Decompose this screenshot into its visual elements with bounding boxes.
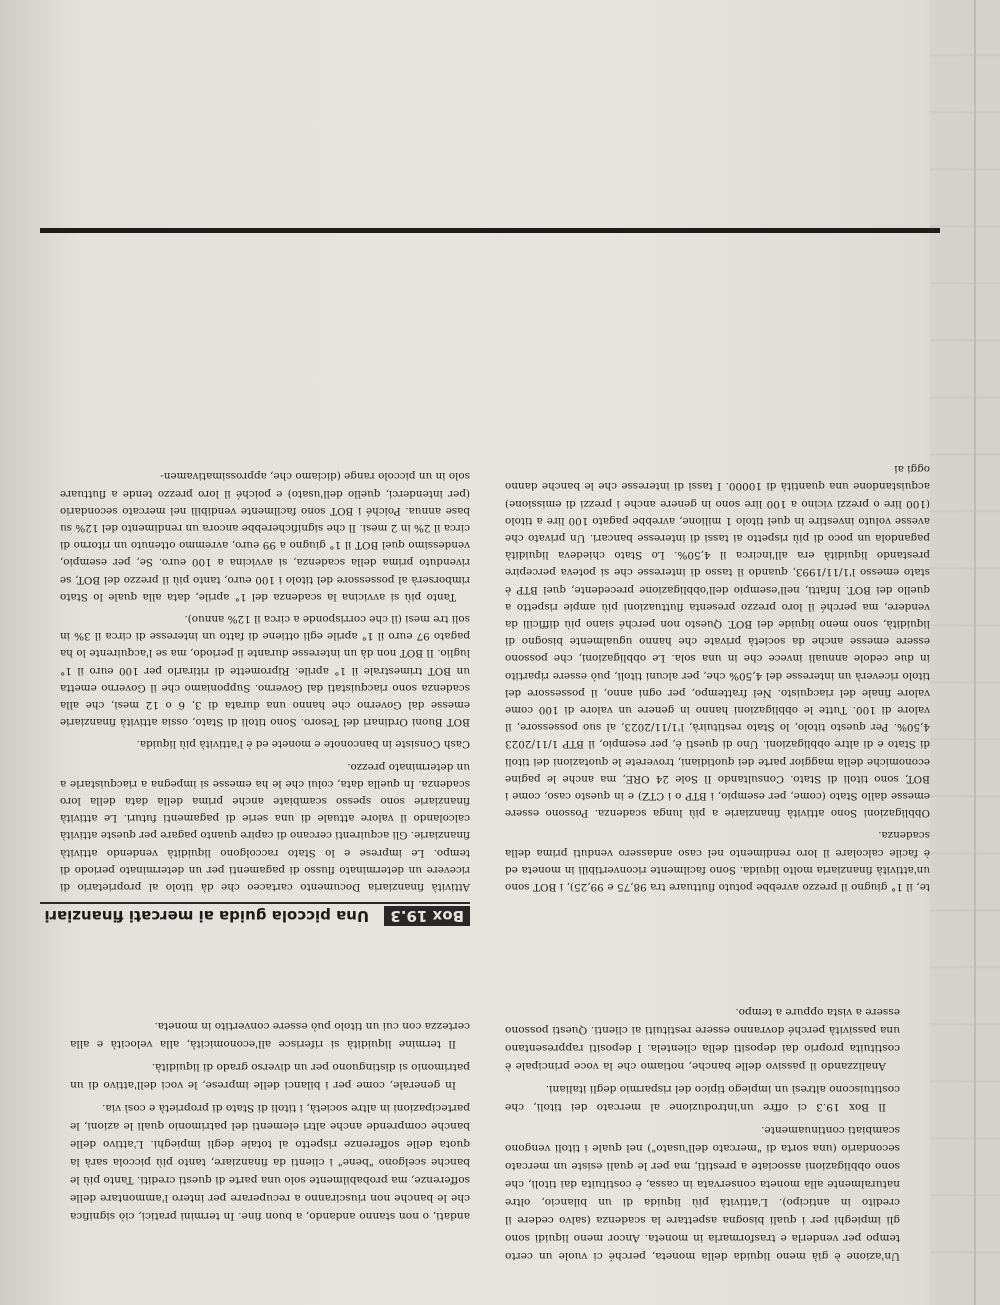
box-paragraph: Attività finanziaria Documento cartaceo che dà titolo al proprietario di ricevere un determinato flusso di pagamenti per un determinato periodo di tempo. Le imprese e lo Stato raccolgono liquidità vendendo attività finanziarie. Gli acquirenti cercano di capire quanto pagare per queste attività calcolando il valore attuale di una serie di pagamenti futuri. Le attività finanziarie sono spesso scambiate anche prima della data della loro scadenza. In quella data, colui che le ha emesse si impegna a riacquistarle a un determinato prezzo. <box>59 760 470 893</box>
top-right-column <box>70 1012 470 1225</box>
box-left-column <box>505 455 930 895</box>
paragraph: Il Box 19.3 ci offre un'introduzione al mercato dei titoli, che costituiscono altresì un impiego tipico del risparmio degli italiani. <box>505 1083 900 1113</box>
box-right-column <box>60 462 470 895</box>
page-edge-shadow <box>930 0 1000 1305</box>
paragraph: Analizzando il passivo delle banche, notiamo che la voce principale è costituita proprio dai depositi della clientela. I depositi rappresentano una passività perché dovranno essere restituiti ai clienti. Questi possono essere a vista oppure a tempo. <box>505 1006 900 1072</box>
box-number: Box 19.3 <box>384 906 470 926</box>
box-bottom-rule <box>40 228 940 233</box>
box-paragraph: Obbligazioni Sono attività finanziarie a più lunga scadenza. Possono essere emesse dallo Stato (come, per esempio, i BTP o i CTZ) e in questo caso, come i BOT, sono titoli di Stato. Consultando Il Sole 24 ORE, ma anche le pagine economiche della maggior parte dei quotidiani, troverete le quotazioni dei titoli di Stato e di altre obbligazioni. Uno di questi è, per esempio, il BTP 1/11/2023 4,50%. Per questo titolo, lo Stato restituirà, l'1/11/2023, al suo possessore, il valore di 100. Tutte le obbligazioni hanno in genere un valore di 100 come valore finale del riacquisto. Nel frattempo, per ogni anno, il possessore del titolo riceverà un interesse del 4,50% che, per alcuni titoli, può essere ripartito in due cedole annuali invece che in una sola. Le obbligazioni, che possono essere emesse anche da società private che hanno ugualmente bisogno di liquidità, sono meno liquide dei BOT. Questo non perché siano più difficili da vendere, ma perché il loro prezzo presenta fluttuazioni più ampie rispetto a quello dei BOT. Infatti, nell'esempio dell'obbligazione precedente, quel BTP è stato emesso l'1/11/1993, quando il tasso di interesse che si poteva percepire prestando liquidità era all'incirca il 4,50%. Lo Stato chiedeva liquidità pagandola un poco di più rispetto ai tassi di interesse bancari. Un privato che avesse voluto investire in quel titolo 1 milione, avrebbe pagato 100 lire a titolo (100 lire o prezzi vicino a 100 lire sono in genere anche i prezzi di emissione) acquistandone una quantità di 10000. I tassi di interesse che le banche danno oggi ai <box>505 463 930 820</box>
box-paragraph: Tanto più si avvicina la scadenza del 1° aprile, data alla quale lo Stato rimborserà al possessore del titolo i 100 euro, tanto più il prezzo del BOT, se rivenduto prima della scadenza, si avvicina a 100 euro. Se, per esempio, vendessimo quel BOT il 1° giugno a 99 euro, avremmo ottenuto un ritorno di circa il 2% in 2 mesi. Il che significherebbe ancora un rendimento del 12% su base annua. Poiché i BOT sono facilmente vendibili nel mercato secondario (per intenderci, quello dell'usato) e poiché il loro prezzo tende a fluttuare solo in un piccolo range (diciamo che, approssimativamen- <box>60 470 470 603</box>
paragraph: andati, o non stanno andando, a buon fine. In termini pratici, ciò significa che le banche non riusciranno a recuperare per intero l'ammontare delle sofferenze, ma probabilmente solo una parte di questi crediti. Tanto più le banche scelgono "bene" i clienti da finanziare, tanto più piccola sarà la quota delle sofferenze rispetto al totale degli impieghi. L'attivo delle banche comprende anche altri elementi del patrimonio quali le azioni, le partecipazioni in altre società, i titoli di Stato di proprietà e così via. <box>70 1102 470 1222</box>
box-paragraph: Cash Consiste in banconote e monete ed è l'attività più liquida. <box>136 738 470 751</box>
paragraph: In generale, come per i bilanci delle imprese, le voci dell'attivo di un patrimonio si distinguono per un diverso grado di liquidità. <box>70 1061 470 1091</box>
top-left-column <box>505 998 900 1265</box>
box-heading <box>40 902 470 925</box>
binding-line <box>974 0 976 1305</box>
box-title: Una piccola guida ai mercati finanziari <box>44 907 370 925</box>
paragraph: Un'azione è già meno liquida della moneta, perché ci vuole un certo tempo per venderla e trasformarla in moneta. Ancor meno liquidi sono gli impieghi per i quali bisogna aspettare la scadenza (salvo cedere il credito in anticipo). L'attività più liquida di un bilancio, oltre naturalmente alla moneta conservata in cassa, è costituita dai titoli, che sono obbligazioni associate a prestiti, ma per le quali esiste un mercato secondario (una sorta di "mercato dell'usato") nel quale i titoli vengono scambiati continuamente. <box>505 1124 900 1262</box>
rotated-text-block <box>40 40 940 1265</box>
paragraph: Il termine liquidità si riferisce all'economicità, alla velocità e alla certezza con cui un titolo può essere convertito in moneta. <box>70 1020 470 1050</box>
box-paragraph: BOT Buoni Ordinari del Tesoro. Sono titoli di Stato, ossia attività finanziarie emesse dal Governo che hanno una durata di 3, 6 o 12 mesi, che alla scadenza sono riacquistati dal Governo. Supponiamo che il Governo emetta un BOT trimestrale il 1° aprile. Ripromette di ritirarlo per 100 euro il 1° luglio. Il BOT non dà un interesse durante il periodo, ma se l'acquirente lo ha pagato 97 euro il 1° aprile egli ottiene di fatto un interesse di circa il 3% in soli tre mesi (il che corrisponde a circa il 12% annuo). <box>60 612 470 729</box>
box-paragraph: te, il 1° giugno il prezzo avrebbe potuto fluttuare tra 98,75 e 99,25), i BOT sono un'attività finanziaria molto liquida. Sono facilmente riconvertibili in moneta ed è facile calcolare il loro rendimento nel caso andassero venduti prima della scadenza. <box>505 829 930 893</box>
